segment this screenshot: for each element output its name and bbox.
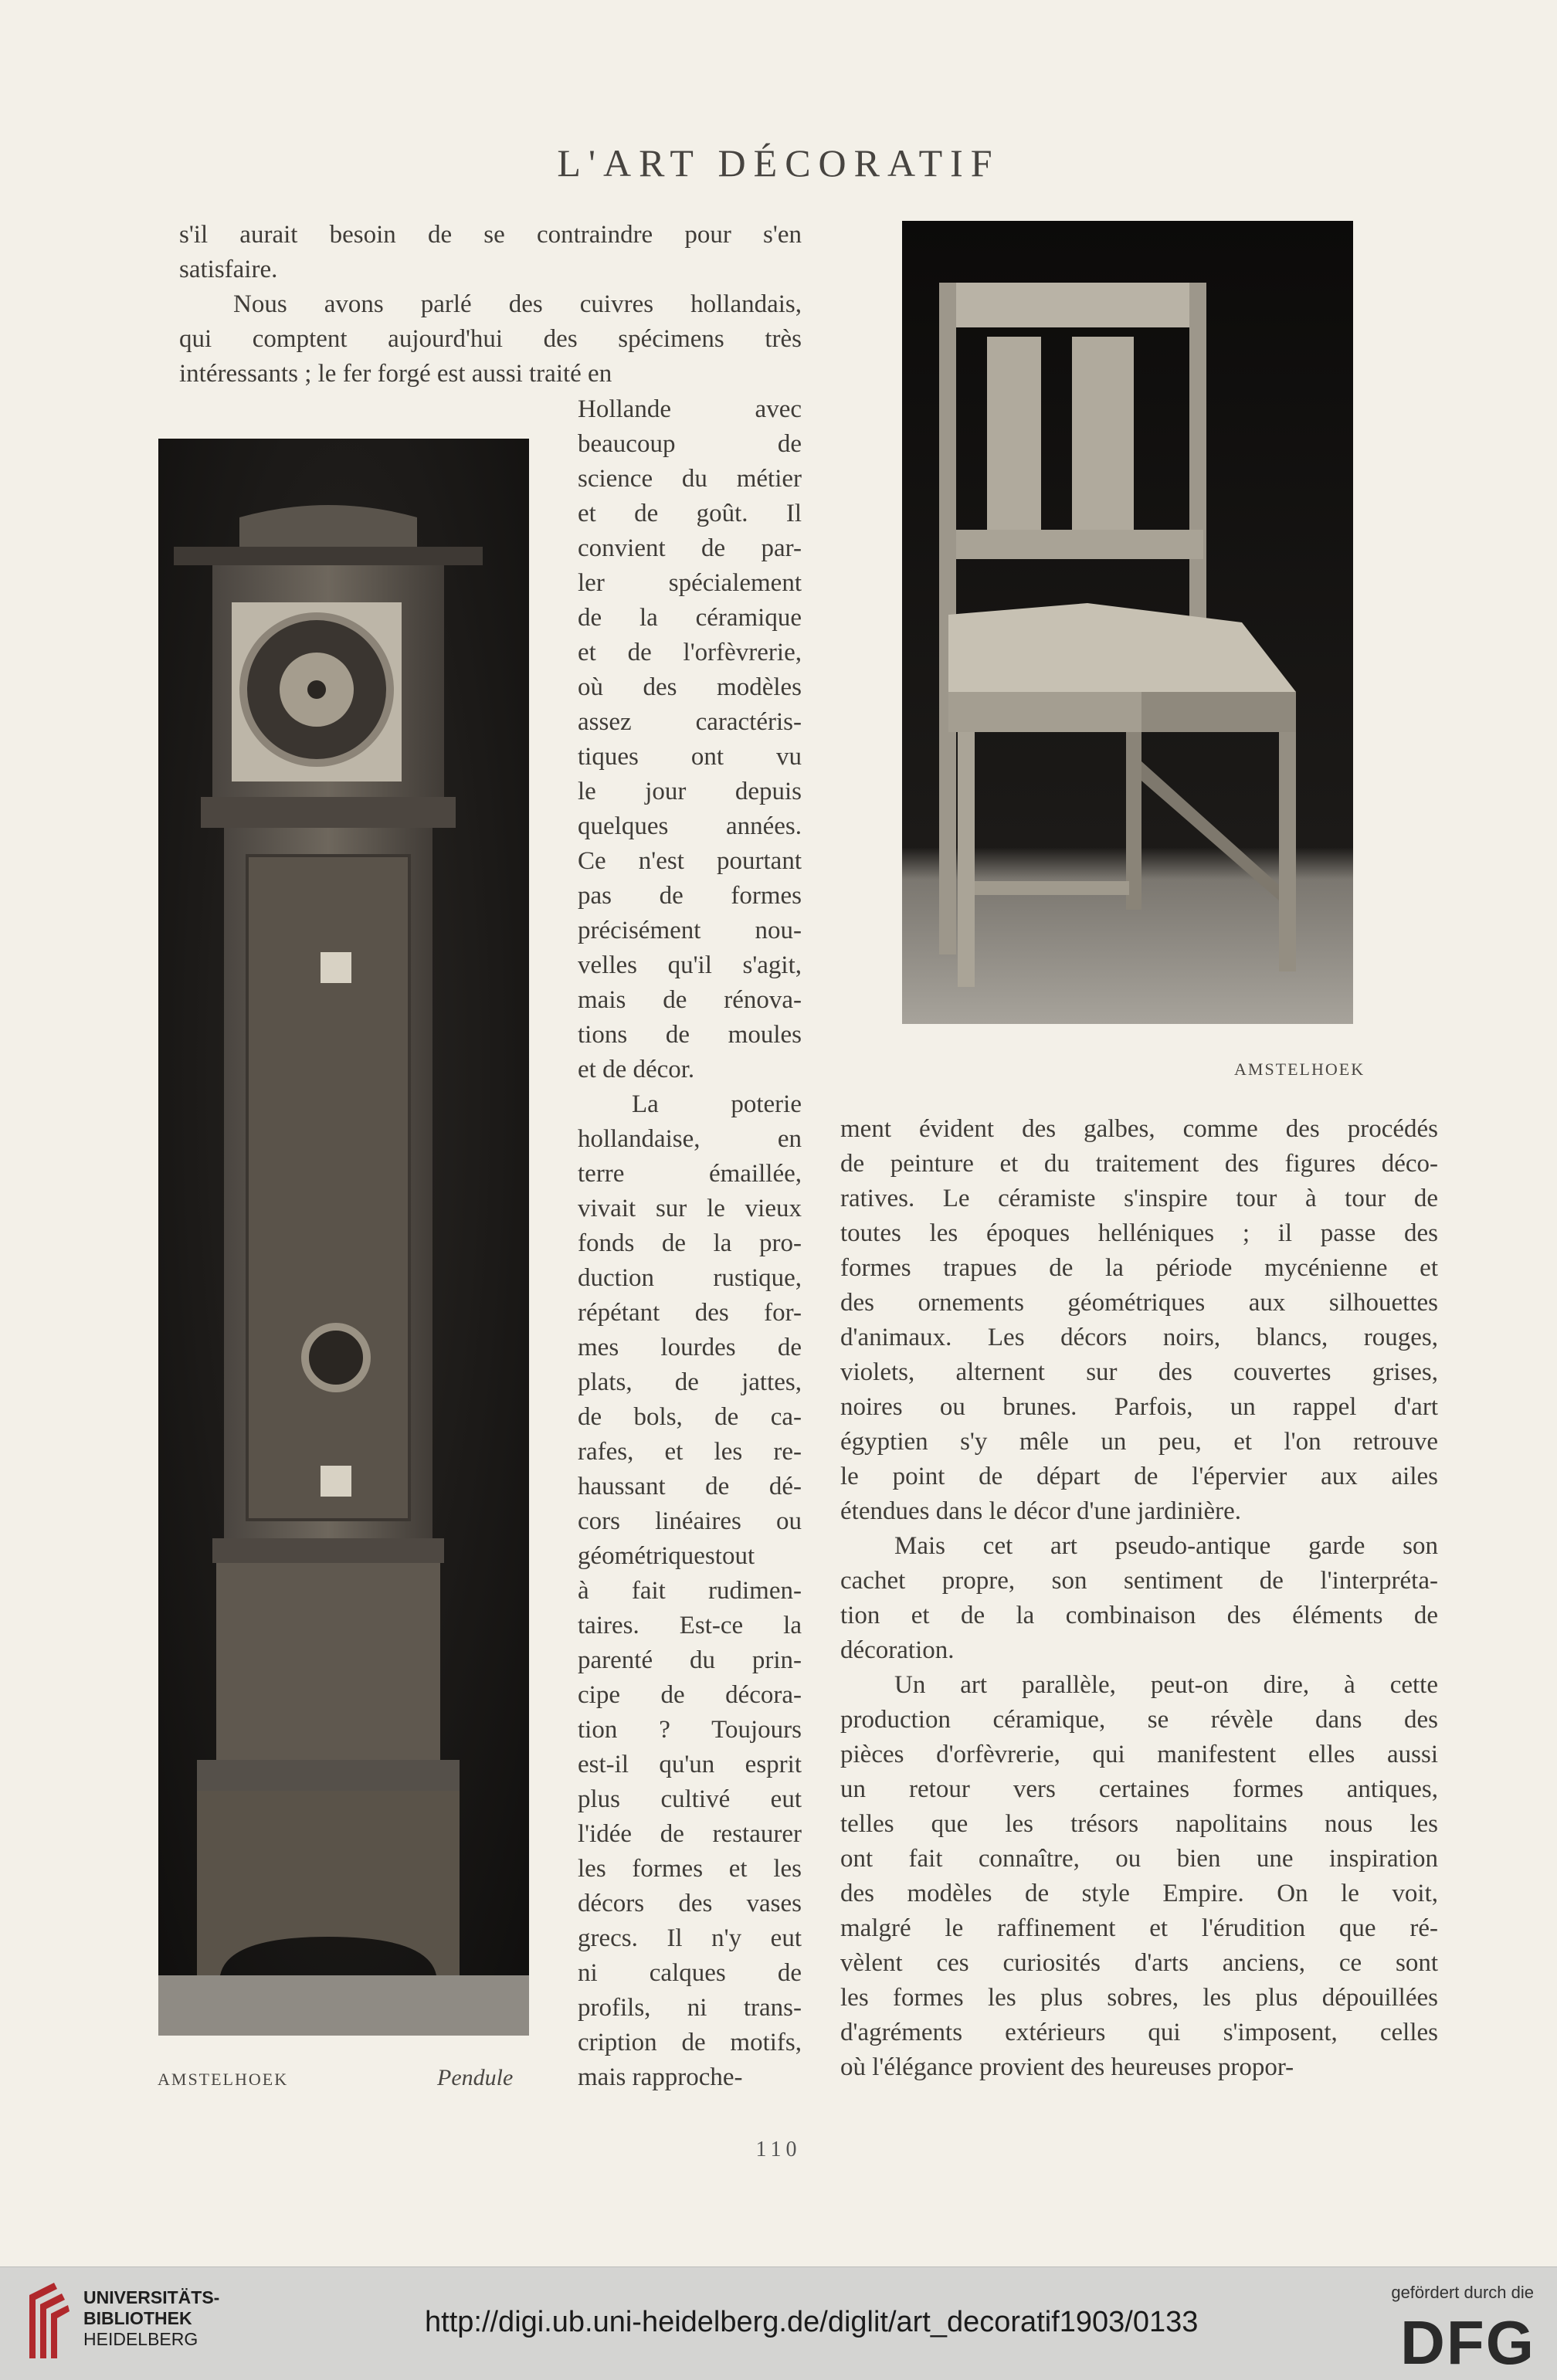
text-line: répétant des for- xyxy=(578,1299,802,1327)
text-line: des modèles de style Empire. On le voit, xyxy=(840,1880,1438,1907)
text-line: assez caractéris- xyxy=(578,708,802,736)
text-line: parenté du prin- xyxy=(578,1646,802,1674)
clock-caption-title: Pendule xyxy=(437,2065,514,2090)
pendule-image xyxy=(158,439,529,2036)
text-line: précisément nou- xyxy=(578,917,802,944)
text-line: formes trapues de la période mycénienne et xyxy=(840,1254,1438,1282)
text-line: cachet propre, son sentiment de l'interpréta- xyxy=(840,1567,1438,1595)
library-name xyxy=(83,2287,219,2350)
clock-caption-maker: AMSTELHOEK xyxy=(158,2070,289,2089)
text-line: intéressants ; le fer forgé est aussi traité en xyxy=(179,360,612,388)
text-line: violets, alternent sur des couvertes grises, xyxy=(840,1358,1438,1386)
text-line: noires ou brunes. Parfois, un rappel d'art xyxy=(840,1393,1438,1421)
text-line: beaucoup de xyxy=(578,430,802,458)
text-line: les formes et les xyxy=(578,1855,802,1883)
text-line: vivait sur le vieux xyxy=(578,1195,802,1222)
text-line: rafes, et les re- xyxy=(578,1438,802,1466)
digitization-footer xyxy=(0,2266,1557,2380)
text-line: Ce n'est pourtant xyxy=(578,847,802,875)
left-column-narrow-text xyxy=(578,392,802,2095)
text-line: de peinture et du traitement des figures déco- xyxy=(840,1150,1438,1178)
text-line: Hollande avec xyxy=(578,395,802,423)
clock-photograph xyxy=(158,439,529,2036)
text-line: d'agréments extérieurs qui s'imposent, celles xyxy=(840,2019,1438,2046)
text-line: à fait rudimen- xyxy=(578,1577,802,1605)
text-line: tiques ont vu xyxy=(578,743,802,771)
text-line: fonds de la pro- xyxy=(578,1229,802,1257)
text-line: tions de moules xyxy=(578,1021,802,1049)
text-line: tion et de la combinaison des éléments de xyxy=(840,1602,1438,1629)
text-line: terre émaillée, xyxy=(578,1160,802,1188)
left-column-top-text xyxy=(179,218,802,392)
funded-by-label: gefördert durch die xyxy=(1391,2283,1534,2302)
text-line: le jour depuis xyxy=(578,778,802,805)
text-line: étendues dans le décor d'une jardinière. xyxy=(840,1497,1242,1525)
text-line: de bols, de ca- xyxy=(578,1403,802,1431)
text-line: ont fait connaître, ou bien une inspiration xyxy=(840,1845,1438,1873)
text-line: duction rustique, xyxy=(578,1264,802,1292)
text-line: le point de départ de l'épervier aux ailes xyxy=(840,1463,1438,1490)
text-line: malgré le raffinement et l'érudition que ré- xyxy=(840,1914,1438,1942)
library-name-line-3: HEIDELBERG xyxy=(83,2329,198,2349)
text-line: pièces d'orfèvrerie, qui manifestent elles aussi xyxy=(840,1741,1438,1768)
text-line: géométriquestout xyxy=(578,1542,755,1570)
text-line: où l'élégance provient des heureuses propor- xyxy=(840,2053,1294,2081)
page-number: 110 xyxy=(755,2138,802,2161)
text-line: décoration. xyxy=(840,1636,955,1664)
text-line: cription de motifs, xyxy=(578,2029,802,2056)
text-line: mais rapproche- xyxy=(578,2063,743,2091)
text-line: mes lourdes de xyxy=(578,1334,802,1361)
chair-photograph xyxy=(902,221,1353,1024)
library-name-line-1: UNIVERSITÄTS- xyxy=(83,2287,220,2307)
text-line: Un art parallèle, peut-on dire, à cette xyxy=(894,1671,1438,1699)
heidelberg-library-logo-icon xyxy=(23,2280,71,2368)
text-line: La poterie xyxy=(632,1090,802,1118)
text-line: ment évident des galbes, comme des procédés xyxy=(840,1115,1438,1143)
text-line: Mais cet art pseudo-antique garde son xyxy=(894,1532,1438,1560)
text-line: Nous avons parlé des cuivres hollandais, xyxy=(233,290,802,318)
text-line: plus cultivé eut xyxy=(578,1785,802,1813)
right-column-text xyxy=(840,1112,1438,2085)
text-line: mais de rénova- xyxy=(578,986,802,1014)
text-line: qui comptent aujourd'hui des spécimens très xyxy=(179,325,802,353)
text-line: d'animaux. Les décors noirs, blancs, rouges, xyxy=(840,1324,1438,1351)
text-line: égyptien s'y mêle un peu, et l'on retrouve xyxy=(840,1428,1438,1456)
text-line: pas de formes xyxy=(578,882,802,910)
text-line: science du métier xyxy=(578,465,802,493)
text-line: des ornements géométriques aux silhouettes xyxy=(840,1289,1438,1317)
text-line: convient de par- xyxy=(578,534,802,562)
dfg-logo: DFG xyxy=(1400,2308,1535,2377)
text-line: de la céramique xyxy=(578,604,802,632)
text-line: taires. Est-ce la xyxy=(578,1612,802,1639)
text-line: telles que les trésors napolitains nous les xyxy=(840,1810,1438,1838)
chair-caption-maker: AMSTELHOEK xyxy=(1234,1059,1365,1079)
text-line: plats, de jattes, xyxy=(578,1368,802,1396)
permalink-url[interactable]: http://digi.ub.uni-heidelberg.de/diglit/art_decoratif1903/0133 xyxy=(425,2306,1199,2338)
text-line: cors linéaires ou xyxy=(578,1507,802,1535)
text-line: l'idée de restaurer xyxy=(578,1820,802,1848)
text-line: profils, ni trans- xyxy=(578,1994,802,2022)
text-line: où des modèles xyxy=(578,673,802,701)
text-line: ni calques de xyxy=(578,1959,802,1987)
text-line: s'il aurait besoin de se contraindre pour s'en xyxy=(179,221,802,249)
chair-image xyxy=(902,221,1353,1024)
text-line: un retour vers certaines formes antiques, xyxy=(840,1775,1438,1803)
text-line: toutes les époques helléniques ; il passe des xyxy=(840,1219,1438,1247)
text-line: cipe de décora- xyxy=(578,1681,802,1709)
text-line: vèlent ces curiosités d'arts anciens, ce sont xyxy=(840,1949,1438,1977)
library-name-line-2: BIBLIOTHEK xyxy=(83,2308,192,2328)
text-line: décors des vases xyxy=(578,1890,802,1917)
text-line: et de goût. Il xyxy=(578,500,802,527)
running-header: L'ART DÉCORATIF xyxy=(557,141,1000,185)
text-line: quelques années. xyxy=(578,812,802,840)
text-line: ratives. Le céramiste s'inspire tour à tour de xyxy=(840,1185,1438,1212)
text-line: ler spécialement xyxy=(578,569,802,597)
text-line: velles qu'il s'agit, xyxy=(578,951,802,979)
text-line: et de l'orfèvrerie, xyxy=(578,639,802,666)
text-line: production céramique, se révèle dans des xyxy=(840,1706,1438,1734)
text-line: et de décor. xyxy=(578,1056,695,1083)
text-line: hollandaise, en xyxy=(578,1125,802,1153)
text-line: est-il qu'un esprit xyxy=(578,1751,802,1778)
text-line: satisfaire. xyxy=(179,256,278,283)
text-line: haussant de dé- xyxy=(578,1473,802,1500)
text-line: grecs. Il n'y eut xyxy=(578,1924,802,1952)
text-line: tion ? Toujours xyxy=(578,1716,802,1744)
text-line: les formes les plus sobres, les plus dépouillées xyxy=(840,1984,1438,2012)
